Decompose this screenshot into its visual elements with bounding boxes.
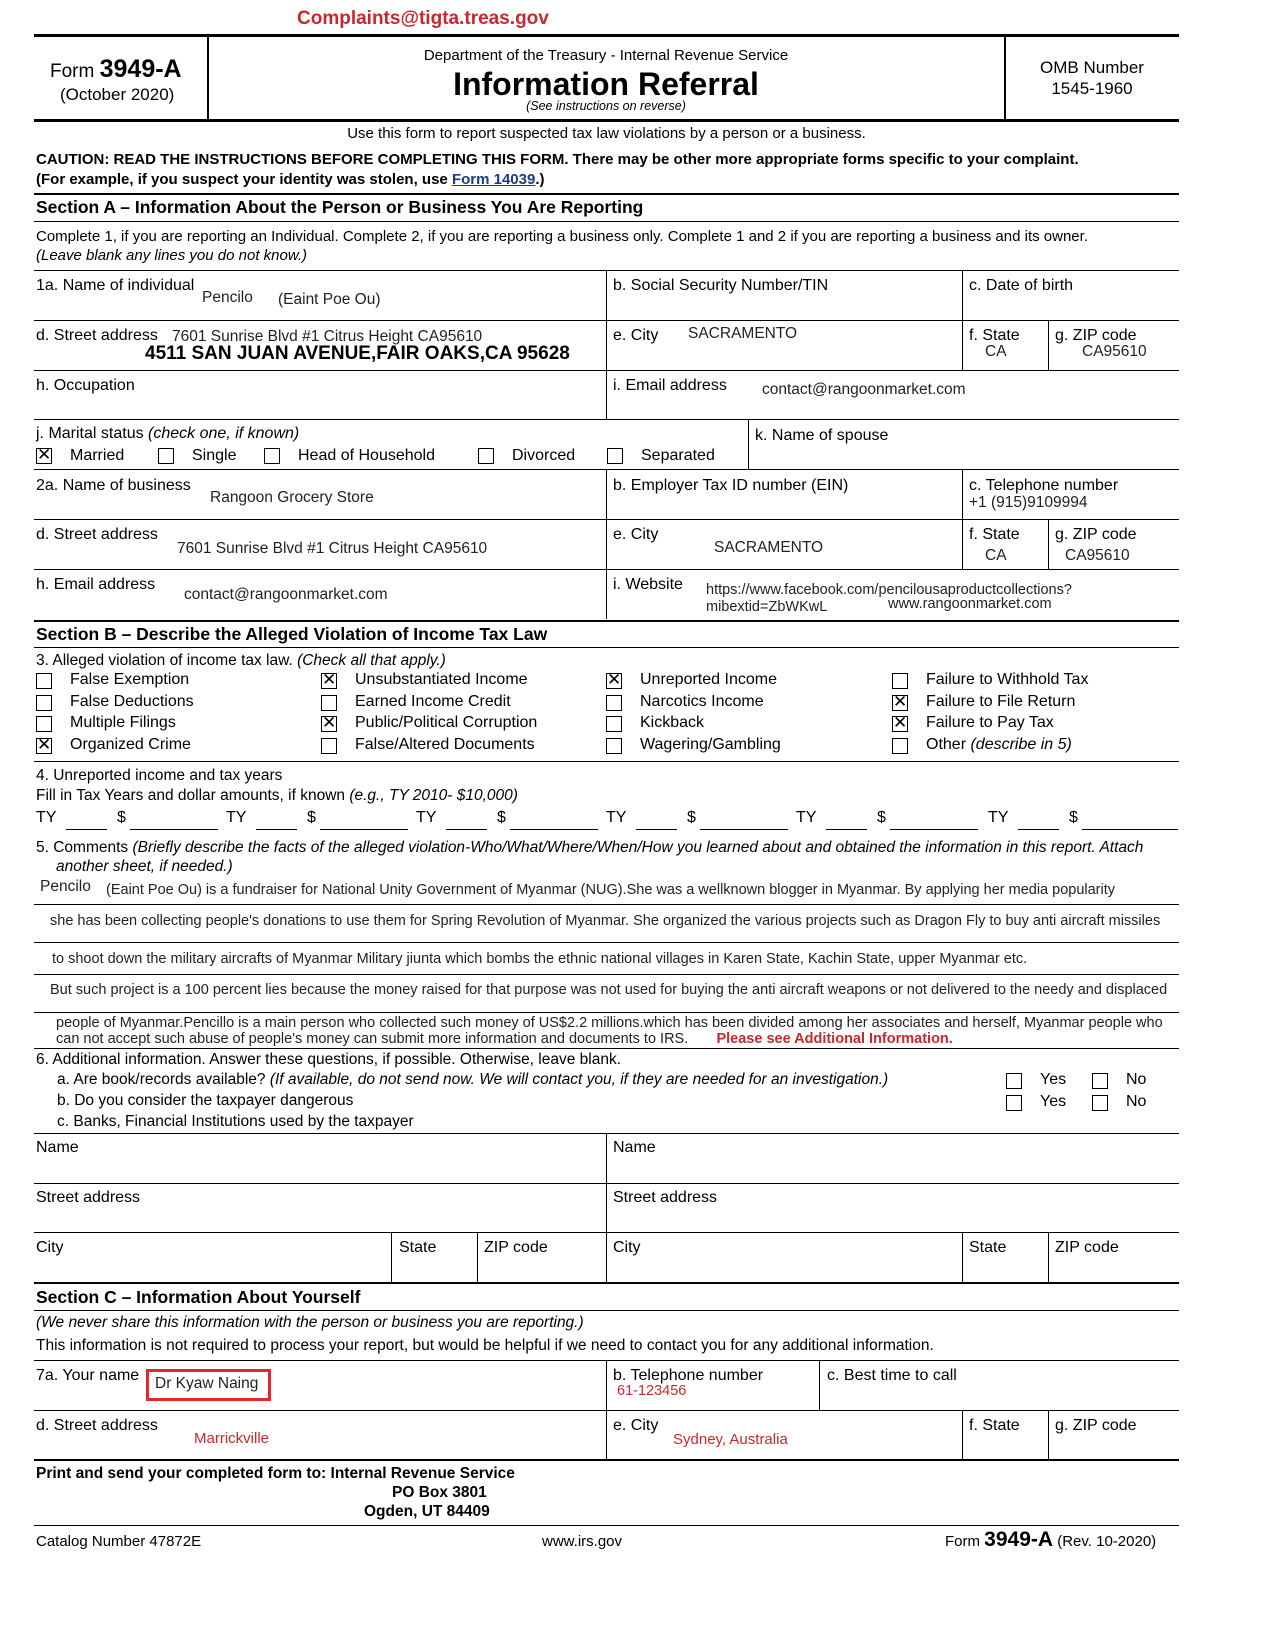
violation-failure-withhold-label: Failure to Withhold Tax	[926, 671, 1089, 688]
marital-separated-label: Separated	[641, 447, 715, 464]
label-1b: b. Social Security Number/TIN	[613, 277, 829, 294]
section-a-instr: Complete 1, if you are reporting an Individual. Complete 2, if you are reporting a business only. Complete 1 and 2 if you are reporting a business and its owner.	[36, 228, 1088, 245]
violation-public-corruption-label: Public/Political Corruption	[355, 714, 538, 731]
label-3: 3. Alleged violation of income tax law. (Check all that apply.)	[36, 652, 446, 669]
amount-field-5[interactable]	[890, 829, 978, 830]
ty-field-4[interactable]	[636, 829, 677, 830]
section-a-title: Section A – Information About the Person or Business You Are Reporting	[36, 197, 644, 217]
violation-wagering-checkbox[interactable]	[606, 738, 622, 754]
violation-organized-crime-checkbox[interactable]: ✕	[37, 735, 52, 755]
label-6a: a. Are book/records available? (If available, do not send now. We will contact you, if they are needed for an investigation.)	[57, 1071, 889, 1088]
label-4-fill: Fill in Tax Years and dollar amounts, if known (e.g., TY 2010- $10,000)	[36, 787, 518, 804]
violation-unreported-income-checkbox[interactable]: ✕	[607, 670, 622, 690]
section-c-note1: (We never share this information with the person or business you are reporting.)	[36, 1314, 584, 1331]
caution-line2: (For example, if you suspect your identity was stolen, use Form 14039.)	[36, 171, 545, 188]
value-your-phone[interactable]: 61-123456	[617, 1383, 687, 1399]
value-business-phone[interactable]: +1 (915)9109994	[969, 494, 1088, 511]
bank2-city-label: City	[613, 1239, 641, 1256]
value-business-state[interactable]: CA	[985, 547, 1007, 564]
violation-other-label: Other (describe in 5)	[926, 736, 1072, 753]
dollar-label-5: $	[877, 809, 886, 826]
amount-field-3[interactable]	[510, 829, 598, 830]
violation-earned-income-credit-label: Earned Income Credit	[355, 693, 511, 710]
bank1-zip-label: ZIP code	[484, 1239, 548, 1256]
mail-line3: Ogden, UT 84409	[364, 1503, 490, 1520]
bank1-city-label: City	[36, 1239, 64, 1256]
section-a-instr2: (Leave blank any lines you do not know.)	[36, 247, 308, 264]
violation-narcotics-income-label: Narcotics Income	[640, 693, 764, 710]
violation-failure-withhold-checkbox[interactable]	[892, 673, 908, 689]
marital-married-checkbox[interactable]: ✕	[37, 445, 52, 465]
label-1d: d. Street address	[36, 327, 158, 344]
caution-line1: CAUTION: READ THE INSTRUCTIONS BEFORE COMPLETING THIS FORM. There may be other more appropriate forms specific to your complaint.	[36, 151, 1079, 168]
see-instructions: (See instructions on reverse)	[526, 99, 686, 113]
violation-multiple-filings-label: Multiple Filings	[70, 714, 176, 731]
violation-unsubstantiated-income-label: Unsubstantiated Income	[355, 671, 528, 688]
omb-number: 1545-1960	[1051, 79, 1133, 98]
value-individual-street-added: 4511 SAN JUAN AVENUE,FAIR OAKS,CA 95628	[145, 343, 570, 364]
label-7g: g. ZIP code	[1055, 1417, 1137, 1434]
form-date: (October 2020)	[60, 85, 175, 104]
dangerous-no-label: No	[1126, 1093, 1147, 1110]
violation-earned-income-credit-checkbox[interactable]	[321, 695, 337, 711]
bank2-street-label: Street address	[613, 1189, 718, 1206]
comment-line-6[interactable]: can not accept such abuse of people's money can submit more information and documents to IRS. Please see Additional Information.	[56, 1031, 953, 1047]
violation-failure-pay-label: Failure to Pay Tax	[926, 714, 1054, 731]
label-5: 5. Comments (Briefly describe the facts of the alleged violation-Who/What/Where/When/How you learned about and obtained the information in this report. Attach	[36, 839, 1144, 856]
label-2a: 2a. Name of business	[36, 477, 191, 494]
violation-failure-file-label: Failure to File Return	[926, 693, 1076, 710]
violation-wagering-label: Wagering/Gambling	[640, 736, 781, 753]
value-business-city[interactable]: SACRAMENTO	[714, 539, 824, 556]
violation-false-exemption-checkbox[interactable]	[36, 673, 52, 689]
mail-line2: PO Box 3801	[392, 1484, 487, 1501]
marital-single-checkbox[interactable]	[158, 448, 174, 464]
label-7e: e. City	[613, 1417, 659, 1434]
value-individual-alias[interactable]: (Eaint Poe Ou)	[278, 291, 381, 308]
label-2h: h. Email address	[36, 576, 156, 593]
comment-line-3[interactable]: to shoot down the military aircrafts of Myanmar Military jiunta which bombs the ethnic national villages in Karen State, Kachin State, upper Myanmar etc.	[52, 951, 1028, 967]
marital-hoh-label: Head of Household	[298, 447, 435, 464]
label-6: 6. Additional information. Answer these questions, if possible. Otherwise, leave blank.	[36, 1051, 622, 1068]
form-14039-link[interactable]: Form 14039	[451, 171, 536, 188]
records-yes-label: Yes	[1040, 1071, 1067, 1088]
violation-false-deductions-checkbox[interactable]	[36, 695, 52, 711]
complaints-email: Complaints@tigta.treas.gov	[297, 8, 549, 29]
form-label: Form 3949-A	[50, 55, 182, 83]
label-2i: i. Website	[613, 576, 683, 593]
violation-failure-file-checkbox[interactable]: ✕	[893, 692, 908, 712]
value-individual-zip[interactable]: CA95610	[1082, 343, 1147, 360]
label-1g: g. ZIP code	[1055, 327, 1137, 344]
footer-form: Form 3949-A (Rev. 10-2020)	[945, 1528, 1157, 1551]
value-business-name[interactable]: Rangoon Grocery Store	[210, 489, 374, 506]
label-7f: f. State	[969, 1417, 1020, 1434]
omb-label: OMB Number	[1040, 58, 1144, 77]
records-no-label: No	[1126, 1071, 1147, 1088]
dollar-label-1: $	[117, 809, 126, 826]
bank2-state-label: State	[969, 1239, 1007, 1256]
dangerous-yes-label: Yes	[1040, 1093, 1067, 1110]
section-b-title: Section B – Describe the Alleged Violation of Income Tax Law	[36, 624, 548, 644]
ty-label-2: TY	[226, 809, 247, 826]
label-7d: d. Street address	[36, 1417, 158, 1434]
value-business-zip[interactable]: CA95610	[1065, 547, 1130, 564]
label-6c: c. Banks, Financial Institutions used by the taxpayer	[57, 1113, 414, 1130]
dollar-label-2: $	[307, 809, 316, 826]
section-c-title: Section C – Information About Yourself	[36, 1287, 361, 1307]
ty-label-3: TY	[416, 809, 437, 826]
records-no-checkbox[interactable]	[1092, 1073, 1108, 1089]
ty-label-6: TY	[988, 809, 1009, 826]
ty-label-4: TY	[606, 809, 627, 826]
value-your-street[interactable]: Marrickville	[194, 1430, 269, 1447]
comment-name[interactable]: Pencilo	[40, 878, 91, 895]
ty-label-1: TY	[36, 809, 57, 826]
comment-line-4[interactable]: But such project is a 100 percent lies because the money raised for that purpose was not used for buying the anti aircraft weapons or not delivered to the needy and displaced	[50, 982, 1168, 998]
dollar-label-4: $	[687, 809, 696, 826]
label-1j: j. Marital status (check one, if known)	[36, 425, 300, 442]
dangerous-no-checkbox[interactable]	[1092, 1095, 1108, 1111]
bank2-name-label: Name	[613, 1139, 656, 1156]
value-website-3[interactable]: www.rangoonmarket.com	[888, 596, 1052, 612]
value-individual-city[interactable]: SACRAMENTO	[688, 325, 798, 342]
label-1i: i. Email address	[613, 377, 727, 394]
value-your-name[interactable]: Dr Kyaw Naing	[155, 1375, 259, 1392]
dollar-label-3: $	[497, 809, 506, 826]
marital-married-label: Married	[70, 447, 125, 464]
intro-text: Use this form to report suspected tax law violations by a person or a business.	[347, 125, 866, 142]
ty-field-2[interactable]	[256, 829, 297, 830]
amount-field-2[interactable]	[320, 829, 408, 830]
violation-multiple-filings-checkbox[interactable]	[36, 716, 52, 732]
ty-field-6[interactable]	[1018, 829, 1059, 830]
marital-divorced-label: Divorced	[512, 447, 576, 464]
mail-line1: Print and send your completed form to: Internal Revenue Service	[36, 1465, 515, 1482]
comment-line-1[interactable]: (Eaint Poe Ou) is a fundraiser for National Unity Government of Myanmar (NUG).She was a wellknown blogger in Myanmar. By applying her media popularity	[106, 882, 1116, 898]
violation-false-documents-checkbox[interactable]	[321, 738, 337, 754]
label-6b: b. Do you consider the taxpayer dangerous	[57, 1092, 354, 1109]
label-7b: b. Telephone number	[613, 1367, 764, 1384]
label-1k: k. Name of spouse	[755, 427, 889, 444]
value-website-2[interactable]: mibextid=ZbWKwL	[706, 599, 828, 615]
violation-false-deductions-label: False Deductions	[70, 693, 194, 710]
marital-single-label: Single	[192, 447, 237, 464]
violation-kickback-checkbox[interactable]	[606, 716, 622, 732]
violation-public-corruption-checkbox[interactable]: ✕	[322, 713, 337, 733]
label-2d: d. Street address	[36, 526, 158, 543]
value-individual-email[interactable]: contact@rangoonmarket.com	[762, 381, 966, 398]
irs-website[interactable]: www.irs.gov	[542, 1533, 623, 1550]
label-2e: e. City	[613, 526, 659, 543]
bank1-street-label: Street address	[36, 1189, 141, 1206]
violation-false-exemption-label: False Exemption	[70, 671, 190, 688]
violation-unreported-income-label: Unreported Income	[640, 671, 777, 688]
marital-divorced-checkbox[interactable]	[478, 448, 494, 464]
amount-field-4[interactable]	[700, 829, 788, 830]
label-4: 4. Unreported income and tax years	[36, 767, 283, 784]
form-title: Information Referral	[453, 66, 759, 102]
marital-hoh-checkbox[interactable]	[264, 448, 280, 464]
department: Department of the Treasury - Internal Revenue Service	[423, 47, 789, 64]
violation-organized-crime-label: Organized Crime	[70, 736, 191, 753]
label-1f: f. State	[969, 327, 1020, 344]
label-1h: h. Occupation	[36, 377, 135, 394]
value-business-email[interactable]: contact@rangoonmarket.com	[184, 586, 388, 603]
ty-field-1[interactable]	[66, 829, 107, 830]
bank2-zip-label: ZIP code	[1055, 1239, 1119, 1256]
value-website-1[interactable]: https://www.facebook.com/pencilousaproductcollections?	[706, 582, 1072, 598]
label-7a: 7a. Your name	[36, 1367, 140, 1384]
marital-separated-checkbox[interactable]	[607, 448, 623, 464]
dollar-label-6: $	[1069, 809, 1078, 826]
label-2c: c. Telephone number	[969, 477, 1119, 494]
value-your-city[interactable]: Sydney, Australia	[673, 1431, 788, 1448]
label-1a: 1a. Name of individual	[36, 277, 195, 294]
value-individual-state[interactable]: CA	[985, 343, 1007, 360]
ty-field-3[interactable]	[446, 829, 487, 830]
amount-field-1[interactable]	[130, 829, 218, 830]
violation-other-checkbox[interactable]	[892, 738, 908, 754]
comment-line-5[interactable]: people of Myanmar.Pencillo is a main person who collected such money of US$2.2 millions.which has been divided among her associates and herself, Myanmar people who	[56, 1015, 1163, 1031]
section-c-note2: This information is not required to process your report, but would be helpful if we need to contact you for any additional information.	[36, 1337, 934, 1354]
label-2b: b. Employer Tax ID number (EIN)	[613, 477, 849, 494]
violation-narcotics-income-checkbox[interactable]	[606, 695, 622, 711]
violation-false-documents-label: False/Altered Documents	[355, 736, 535, 753]
label-2f: f. State	[969, 526, 1020, 543]
catalog-number: Catalog Number 47872E	[36, 1533, 202, 1550]
label-5-note2: another sheet, if needed.)	[56, 858, 233, 875]
label-2g: g. ZIP code	[1055, 526, 1137, 543]
label-1c: c. Date of birth	[969, 277, 1074, 294]
label-1e: e. City	[613, 327, 659, 344]
violation-unsubstantiated-income-checkbox[interactable]: ✕	[322, 670, 337, 690]
ty-label-5: TY	[796, 809, 817, 826]
value-business-street[interactable]: 7601 Sunrise Blvd #1 Citrus Height CA95610	[177, 540, 488, 557]
amount-field-6[interactable]	[1082, 829, 1178, 830]
records-yes-checkbox[interactable]	[1006, 1073, 1022, 1089]
value-individual-street[interactable]: 7601 Sunrise Blvd #1 Citrus Height CA95610	[172, 328, 483, 345]
ty-field-5[interactable]	[826, 829, 867, 830]
comment-line-2[interactable]: she has been collecting people's donations to use them for Spring Revolution of Myanmar. She organized the various projects such as Dragon Fly to buy anti aircraft missiles	[50, 913, 1161, 929]
bank1-name-label: Name	[36, 1139, 79, 1156]
value-individual-name[interactable]: Pencilo	[202, 289, 253, 306]
violation-failure-pay-checkbox[interactable]: ✕	[893, 713, 908, 733]
violation-kickback-label: Kickback	[640, 714, 705, 731]
dangerous-yes-checkbox[interactable]	[1006, 1095, 1022, 1111]
label-7c: c. Best time to call	[827, 1367, 957, 1384]
bank1-state-label: State	[399, 1239, 437, 1256]
